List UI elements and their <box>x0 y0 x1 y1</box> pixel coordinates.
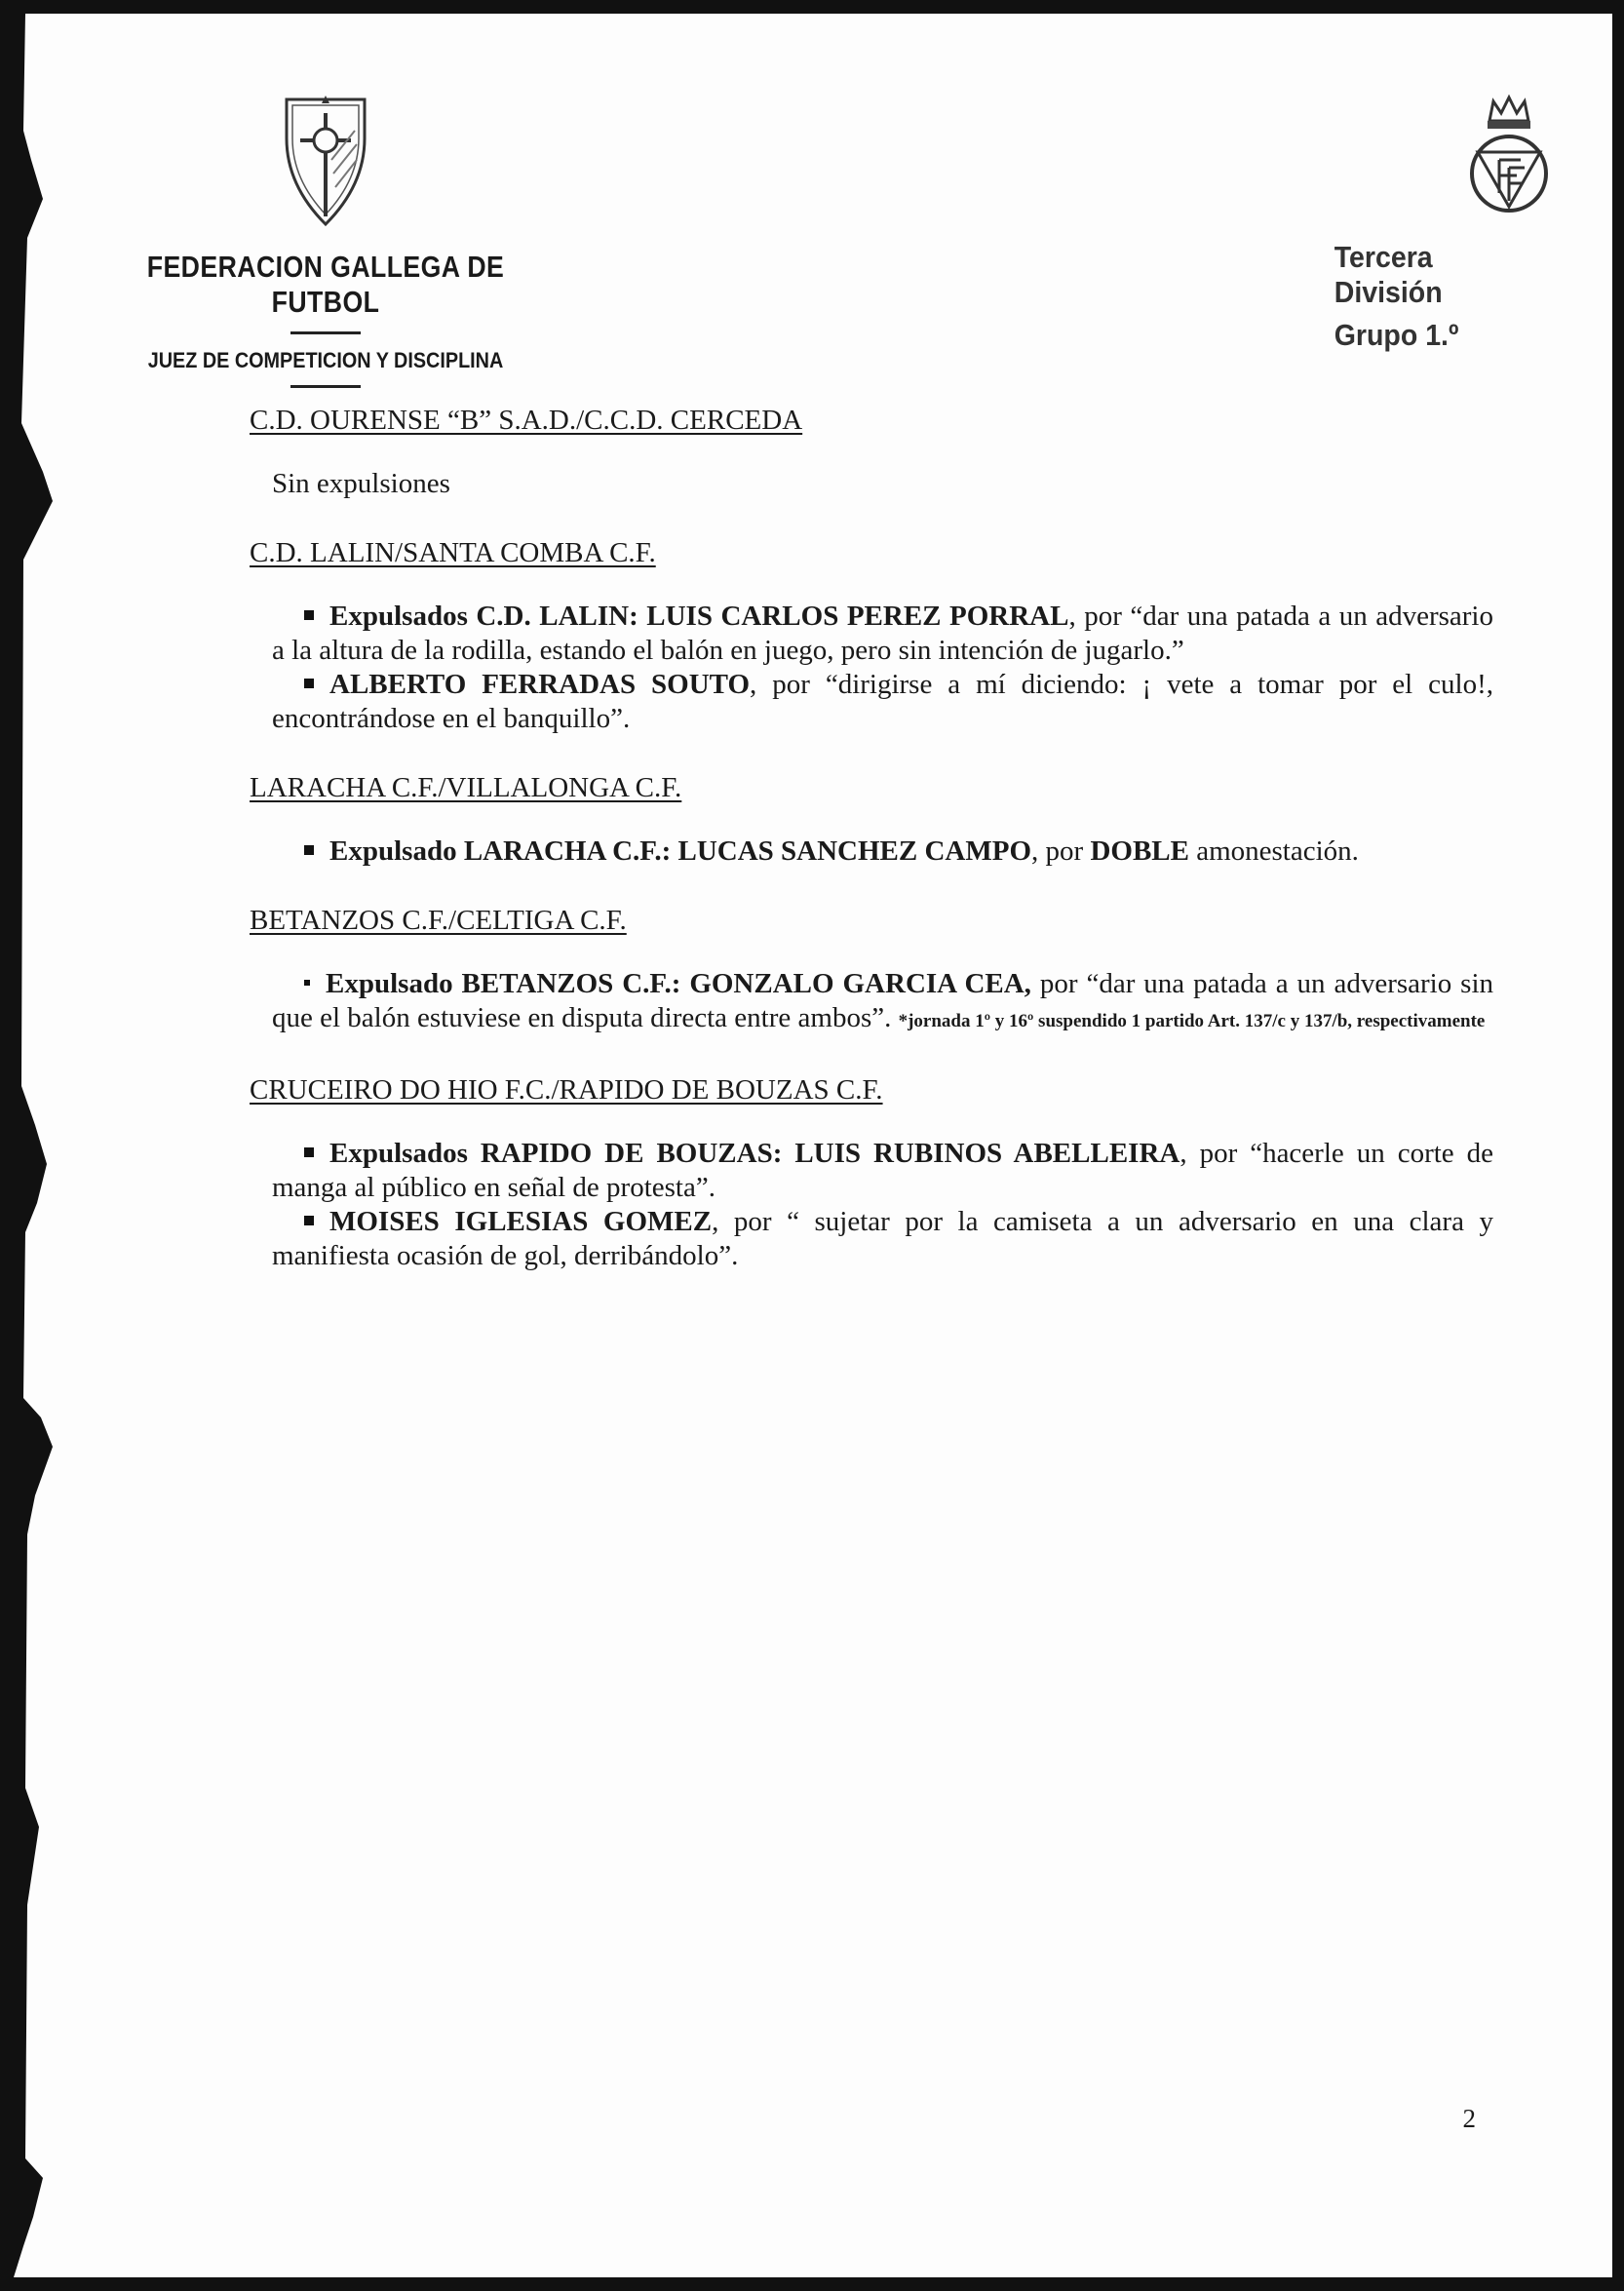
group-label: Grupo 1.º <box>1334 318 1459 352</box>
document-page <box>14 14 1612 2277</box>
sanction-entry: Expulsado BETANZOS C.F.: GONZALO GARCIA CEA, por “dar una patada a un adversario sin que el balón estuviese en disputa directa entre ambos”. *jornada 1º y 16º suspendido 1 partido Art. 137/c y 137/b, respectivamente <box>272 968 1494 1033</box>
suspension-note: *jornada 1º y 16º suspendido 1 partido Art. 137/c y 137/b, respectivamente <box>898 1011 1486 1031</box>
bullet-icon <box>304 1216 314 1225</box>
match-section <box>250 404 1493 501</box>
match-title: C.D. LALIN/SANTA COMBA C.F. <box>250 537 656 568</box>
page-number: 2 <box>1462 2104 1476 2133</box>
sanction-entry: Expulsados C.D. LALIN: LUIS CARLOS PEREZ PORRAL, por “dar una patada a un adversario a la altura de la rodilla, estando el balón en juego, pero sin intención de jugarlo.” <box>272 601 1493 666</box>
match-section <box>250 1073 1493 1273</box>
torn-edge <box>14 14 72 2277</box>
divider <box>290 331 361 334</box>
rfef-crest-icon <box>1464 92 1554 218</box>
bullet-icon <box>304 610 314 620</box>
match-title: CRUCEIRO DO HIO F.C./RAPIDO DE BOUZAS C.F. <box>250 1074 883 1106</box>
bullet-icon <box>304 980 310 986</box>
sanction-entry: Expulsados RAPIDO DE BOUZAS: LUIS RUBINOS ABELLEIRA, por “hacerle un corte de manga al público en señal de protesta”. <box>272 1138 1494 1203</box>
sanctions-content <box>250 404 1493 1273</box>
divider <box>290 385 361 388</box>
federation-title: FEDERACION GALLEGA DE FUTBOL <box>146 250 505 319</box>
section-text: Sin expulsiones <box>272 468 450 499</box>
sanction-entry: MOISES IGLESIAS GOMEZ, por “ sujetar por la camiseta a un adversario en una clara y manifiesta ocasión de gol, derribándolo”. <box>272 1206 1494 1271</box>
match-title: BETANZOS C.F./CELTIGA C.F. <box>250 905 627 936</box>
sanction-entry: Expulsado LARACHA C.F.: LUCAS SANCHEZ CAMPO, por DOBLE amonestación. <box>272 835 1493 869</box>
match-title: LARACHA C.F./VILLALONGA C.F. <box>250 772 682 803</box>
bullet-icon <box>304 845 314 855</box>
match-section <box>250 904 1493 1038</box>
match-section <box>250 771 1493 869</box>
header-right <box>1320 92 1554 353</box>
header-left <box>72 92 579 388</box>
bullet-icon <box>304 679 314 688</box>
match-title: C.D. OURENSE “B” S.A.D./C.C.D. CERCEDA <box>250 405 803 436</box>
match-section <box>250 536 1493 736</box>
fgf-crest-icon <box>281 92 370 228</box>
office-title: JUEZ DE COMPETICION Y DISCIPLINA <box>147 348 504 372</box>
sanction-entry: ALBERTO FERRADAS SOUTO, por “dirigirse a mí diciendo: ¡ vete a tomar por el culo!, encontrándose en el banquillo”. <box>272 669 1493 734</box>
division-label: Tercera División <box>1334 240 1443 309</box>
bullet-icon <box>304 1147 314 1157</box>
